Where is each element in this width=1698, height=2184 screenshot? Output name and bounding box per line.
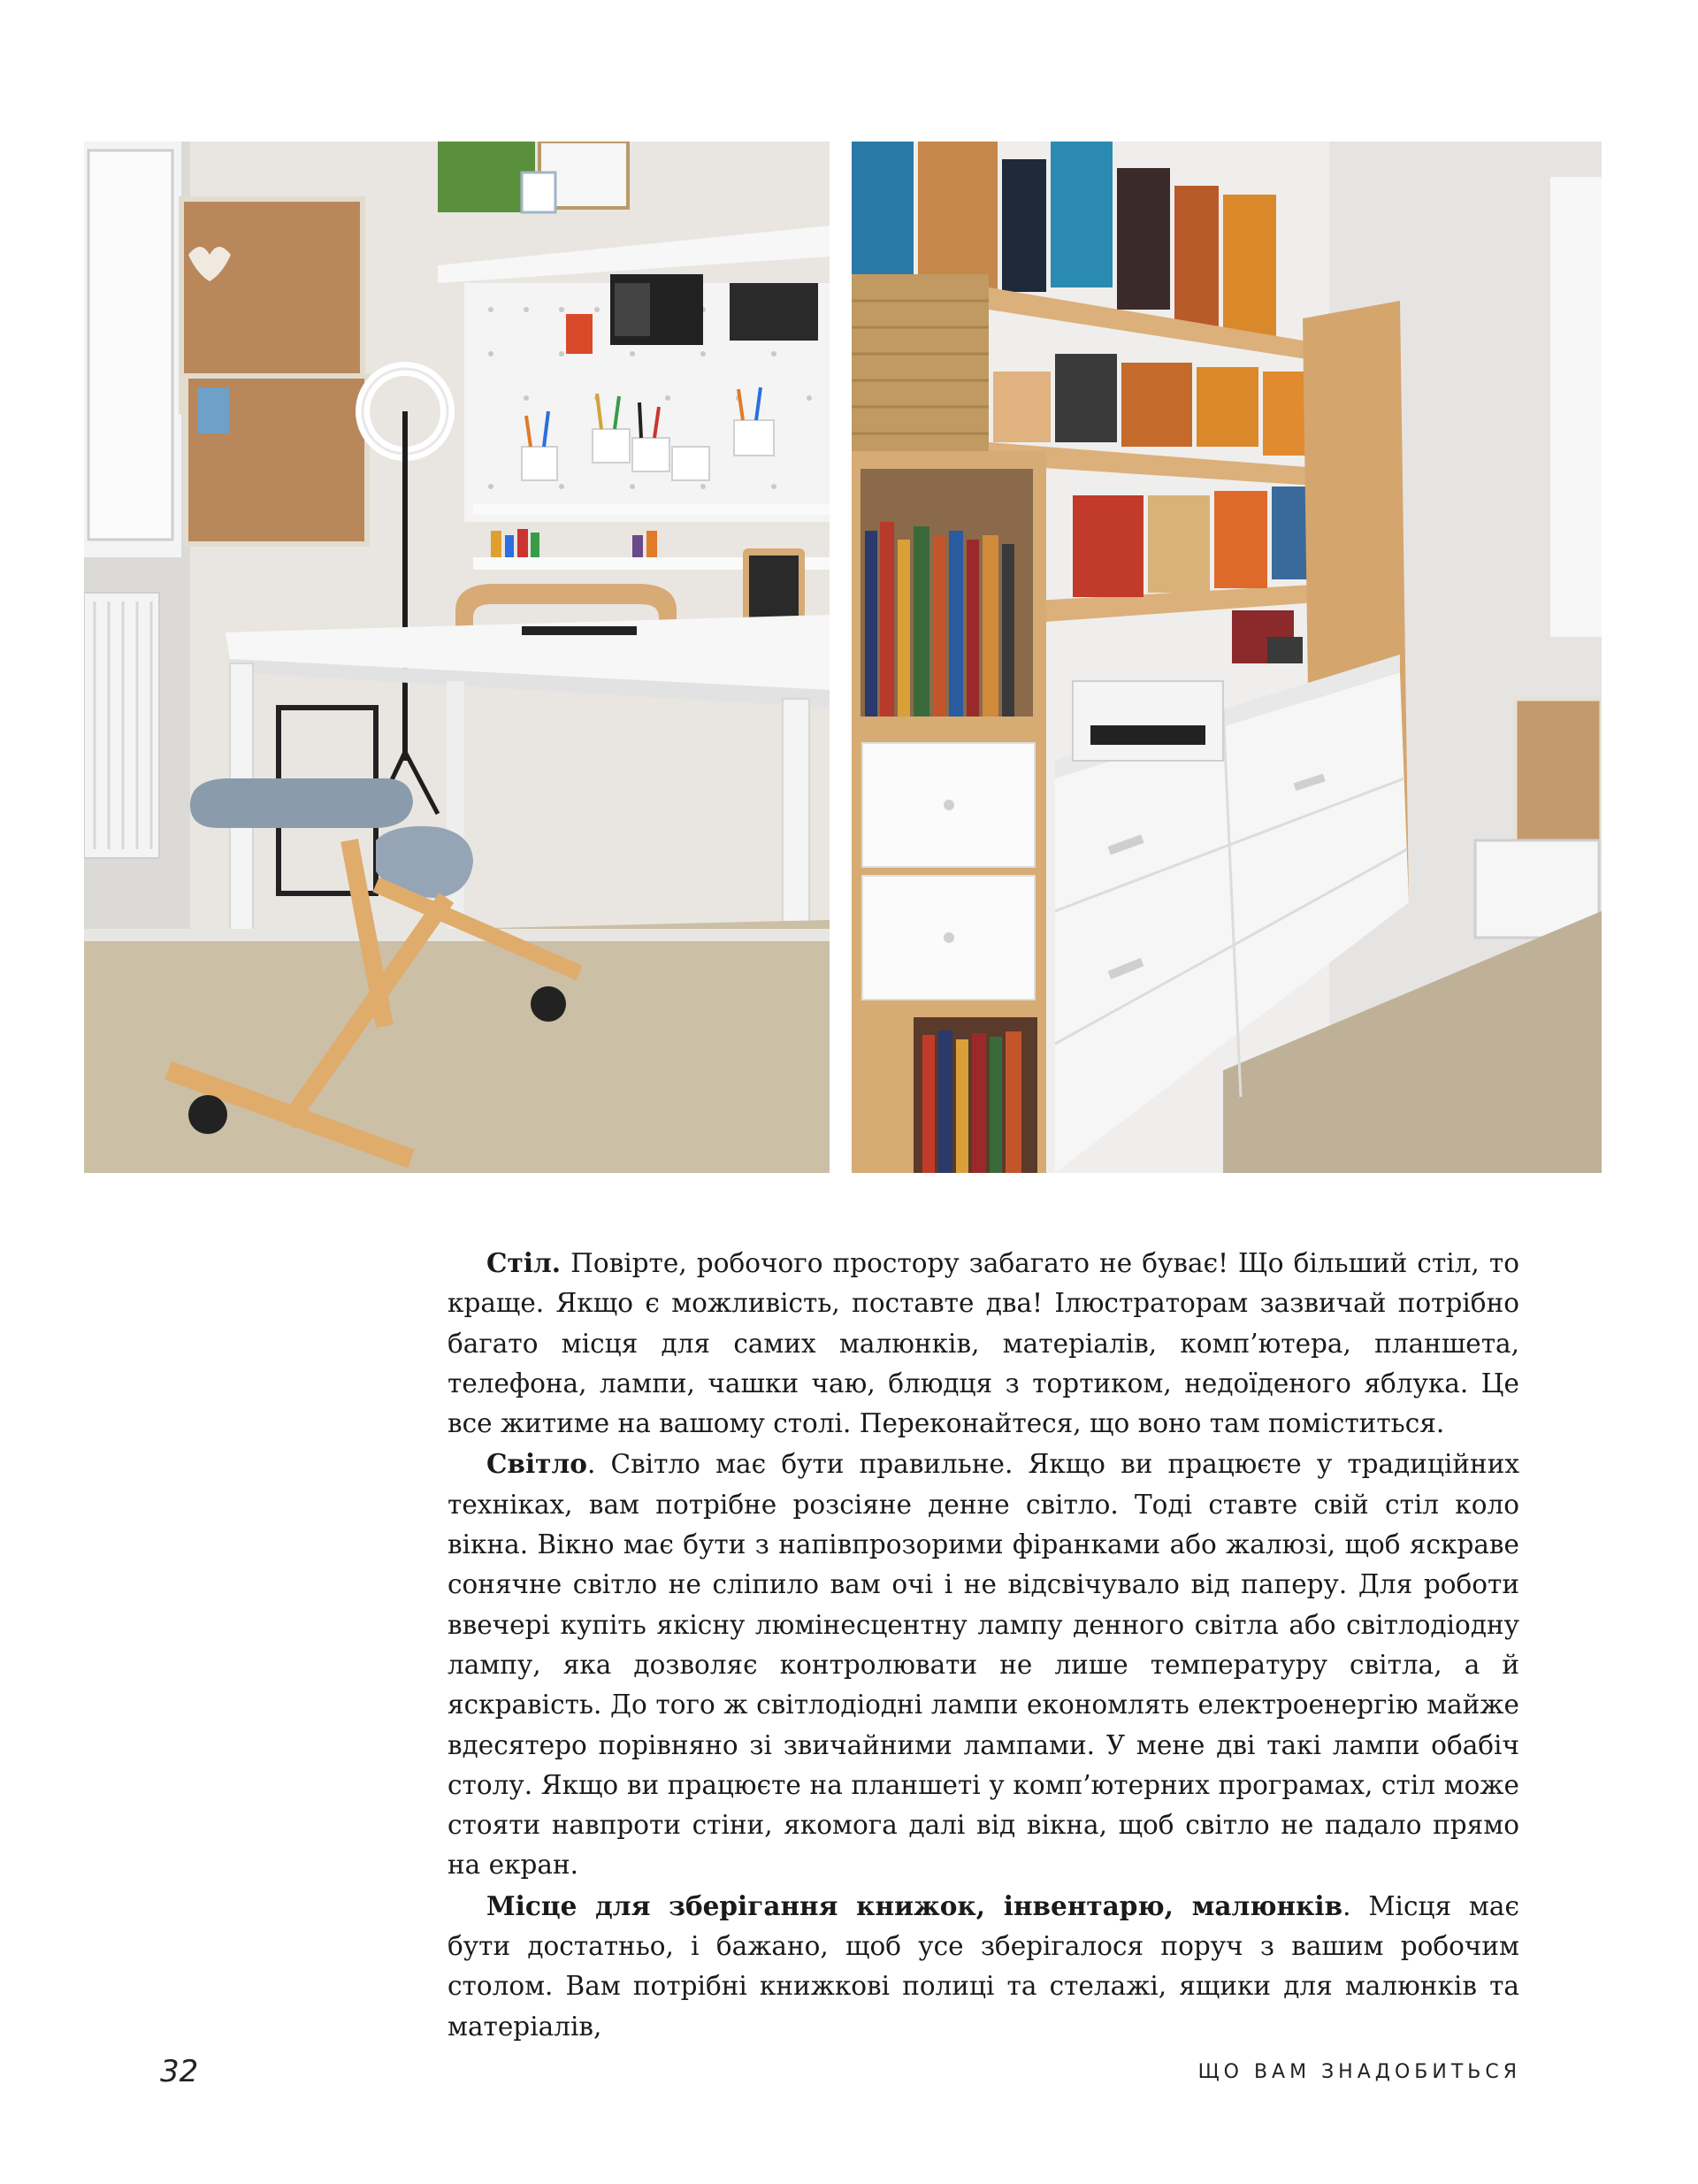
running-head: ЩО ВАМ ЗНАДОБИТЬСЯ — [1197, 2061, 1521, 2083]
paragraph-lead: Стіл. — [486, 1247, 562, 1278]
paragraph-lead: Світло — [486, 1448, 587, 1480]
paragraph-light — [447, 1444, 1519, 1885]
page-number: 32 — [160, 2054, 199, 2089]
workspace-desk-illustration — [84, 142, 830, 1173]
workspace-desk-photo — [84, 142, 830, 1173]
paragraph-lead: Місце для зберігання книжок, інвентарю, малюнків — [486, 1889, 1343, 1921]
bookshelf-storage-illustration — [852, 142, 1602, 1173]
bookshelf-storage-photo — [852, 142, 1602, 1173]
paragraph-text: Повірте, робочого простору забагато не буває! Що більший стіл, то краще. Якщо є можливість, поставте два! Ілюстраторам зазвичай потрібно багато місця для самих малюнків, матеріалів, комп’ютера, планшета, телефона, лампи, чашки чаю, блюдця з тортиком, недоїденого яблука. Це все житиме на вашому столі. Переконайтеся, що воно там поміститься. — [447, 1248, 1519, 1439]
paragraph-desk — [447, 1243, 1519, 1444]
paragraph-storage — [447, 1886, 1519, 2047]
paragraph-text: . Місця має бути достатньо, і бажано, щоб усе зберігалося поруч з вашим робочим столом. Вам потрібні книжкові полиці та стелажі, ящики для малюнків та матеріалів, — [447, 1890, 1519, 2042]
body-text — [447, 1243, 1519, 2047]
paragraph-text: . Світло має бути правильне. Якщо ви працюєте у традиційних техніках, вам потрібне розсіяне денне світло. Тоді ставте свій стіл коло вікна. Вікно має бути з напівпрозорими фіранками або жалюзі, щоб яскраве сонячне світло не сліпило вам очі і не відсвічувало від паперу. Для роботи ввечері купіть якісну люмінесцентну лампу денного світла або світлодіодну лампу, яка дозволяє контролювати не лише температуру світла, а й яскравість. До того ж світлодіодні лампи економлять електроенергію майже вдесятеро порівняно зі звичайними лампами. У мене дві такі лампи обабіч столу. Якщо ви працюєте на планшеті у комп’ютерних програмах, стіл може стояти навпроти стіни, якомога далі від вікна, щоб світло не падало прямо на екран. — [447, 1449, 1519, 1881]
